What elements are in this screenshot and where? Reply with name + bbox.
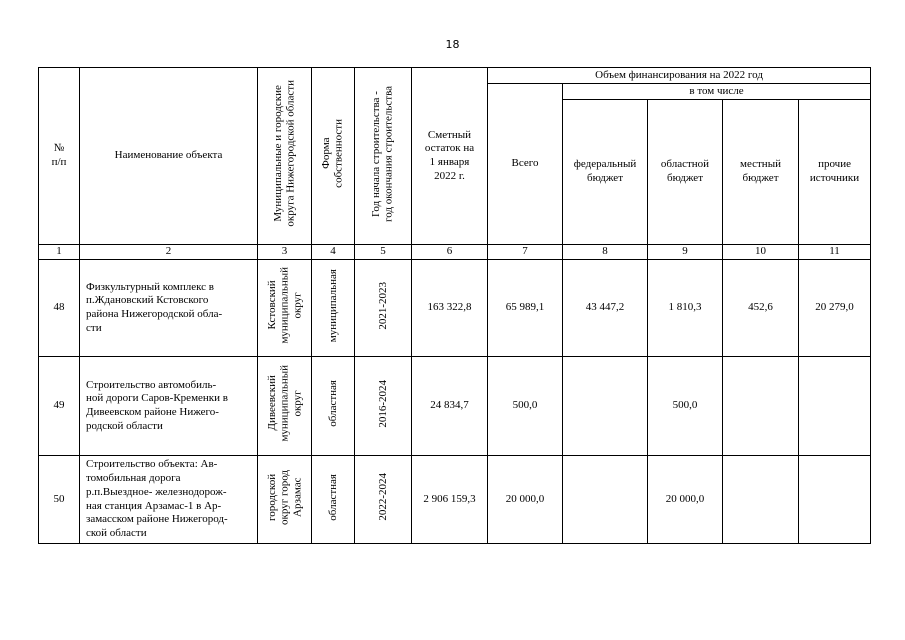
header-estimated-balance: Сметный остаток на 1 января 2022 г. — [412, 68, 488, 245]
financing-table — [38, 67, 871, 544]
header-ownership: Форма собственности — [312, 68, 355, 245]
federal-cell — [563, 357, 648, 456]
table-row — [39, 456, 871, 544]
district-cell: Дивеевский муниципальный округ — [258, 357, 312, 456]
total-cell: 65 989,1 — [488, 260, 563, 357]
column-number: 5 — [355, 245, 412, 260]
header-number: № п/п — [39, 68, 80, 245]
header-local-budget: местный бюджет — [723, 100, 799, 245]
balance-cell: 163 322,8 — [412, 260, 488, 357]
column-number: 2 — [80, 245, 258, 260]
column-number-row — [39, 245, 871, 260]
header-federal-budget: федеральный бюджет — [563, 100, 648, 245]
years-cell: 2022-2024 — [355, 456, 412, 544]
table-row — [39, 357, 871, 456]
object-name: Строительство автомобиль- ной дороги Саров-Кременки в Дивеевском районе Нижего- родской области — [80, 357, 258, 456]
other-cell: 20 279,0 — [799, 260, 871, 357]
regional-cell: 500,0 — [648, 357, 723, 456]
years-cell: 2016-2024 — [355, 357, 412, 456]
ownership-cell: областная — [312, 456, 355, 544]
header-object-name: Наименование объекта — [80, 68, 258, 245]
row-number: 48 — [39, 260, 80, 357]
row-number: 49 — [39, 357, 80, 456]
years-cell: 2021-2023 — [355, 260, 412, 357]
column-number: 10 — [723, 245, 799, 260]
column-number: 11 — [799, 245, 871, 260]
local-cell: 452,6 — [723, 260, 799, 357]
local-cell — [723, 357, 799, 456]
district-cell: городской округ город Арзамас — [258, 456, 312, 544]
total-cell: 500,0 — [488, 357, 563, 456]
header-total: Всего — [488, 84, 563, 245]
header-funding-group: Объем финансирования на 2022 год — [488, 68, 871, 84]
federal-cell: 43 447,2 — [563, 260, 648, 357]
total-cell: 20 000,0 — [488, 456, 563, 544]
column-number: 7 — [488, 245, 563, 260]
regional-cell: 1 810,3 — [648, 260, 723, 357]
balance-cell: 2 906 159,3 — [412, 456, 488, 544]
column-number: 1 — [39, 245, 80, 260]
page-number: 18 — [445, 38, 460, 51]
object-name: Строительство объекта: Ав- томобильная дорога р.п.Выездное- железнодорож- ная станция Арзамас-1 в Ар- замасском районе Нижегород- ской области — [80, 456, 258, 544]
other-cell — [799, 456, 871, 544]
object-name: Физкультурный комплекс в п.Ждановский Кстовского района Нижегородской обла- сти — [80, 260, 258, 357]
header-including-group: в том числе — [563, 84, 871, 100]
federal-cell — [563, 456, 648, 544]
column-number: 4 — [312, 245, 355, 260]
balance-cell: 24 834,7 — [412, 357, 488, 456]
district-cell: Кстовский муниципальный округ — [258, 260, 312, 357]
local-cell — [723, 456, 799, 544]
header-district: Муниципальные и городские округа Нижегородской области — [258, 68, 312, 245]
ownership-cell: муниципальная — [312, 260, 355, 357]
header-construction-years: Год начала строительства - год окончания строительства — [355, 68, 412, 245]
header-regional-budget: областной бюджет — [648, 100, 723, 245]
ownership-cell: областная — [312, 357, 355, 456]
row-number: 50 — [39, 456, 80, 544]
other-cell — [799, 357, 871, 456]
table-row — [39, 260, 871, 357]
regional-cell: 20 000,0 — [648, 456, 723, 544]
column-number: 8 — [563, 245, 648, 260]
header-other-sources: прочие источники — [799, 100, 871, 245]
column-number: 3 — [258, 245, 312, 260]
column-number: 9 — [648, 245, 723, 260]
column-number: 6 — [412, 245, 488, 260]
